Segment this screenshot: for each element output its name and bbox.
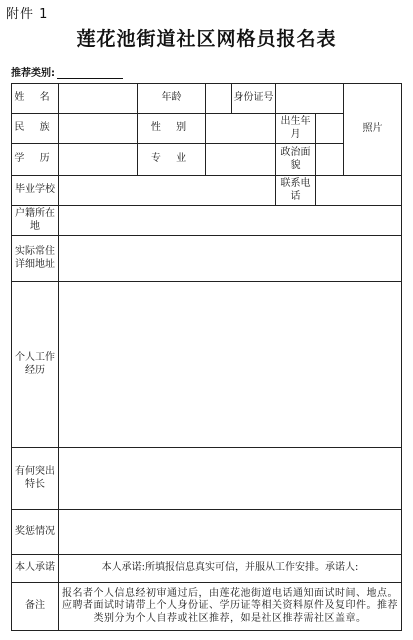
- gender-field[interactable]: [206, 114, 276, 144]
- gender-label: 性 别: [138, 114, 206, 144]
- school-field[interactable]: [59, 176, 276, 206]
- hukou-label: 户籍所在地: [12, 206, 59, 236]
- table-row: [12, 510, 402, 555]
- birth-field[interactable]: [316, 114, 344, 144]
- awards-label: 奖惩情况: [12, 510, 59, 555]
- id-label: 身份证号: [232, 84, 276, 114]
- name-field[interactable]: [59, 84, 138, 114]
- table-row: [12, 176, 402, 206]
- remark-label: 备注: [12, 583, 59, 631]
- table-row: [12, 206, 402, 236]
- experience-label: 个人工作经历: [12, 282, 59, 448]
- phone-field[interactable]: [316, 176, 402, 206]
- registration-form: [11, 83, 402, 631]
- recommend-category: [11, 64, 123, 79]
- table-row: [12, 236, 402, 282]
- age-label: 年龄: [138, 84, 206, 114]
- table-row: [12, 144, 402, 176]
- pledge-text: 本人承诺:所填报信息真实可信，并服从工作安排。承诺人:: [59, 555, 402, 583]
- photo-box[interactable]: 照片: [344, 84, 402, 176]
- phone-label: 联系电话: [276, 176, 316, 206]
- political-label: 政治面貌: [276, 144, 316, 176]
- page-title: 莲花池街道社区网格员报名表: [76, 28, 337, 50]
- age-field[interactable]: [206, 84, 232, 114]
- annex-label: 附件 1: [6, 7, 49, 22]
- address-field[interactable]: [59, 236, 402, 282]
- recommend-field[interactable]: [57, 68, 123, 79]
- address-label: 实际常住详细地址: [12, 236, 59, 282]
- school-label: 毕业学校: [12, 176, 59, 206]
- ethnicity-field[interactable]: [59, 114, 138, 144]
- table-row: [12, 583, 402, 631]
- major-field[interactable]: [206, 144, 276, 176]
- ethnicity-label: 民 族: [12, 114, 59, 144]
- education-label: 学 历: [12, 144, 59, 176]
- birth-label: 出生年月: [276, 114, 316, 144]
- table-row: [12, 114, 402, 144]
- pledge-label: 本人承诺: [12, 555, 59, 583]
- name-label: 姓 名: [12, 84, 59, 114]
- education-field[interactable]: [59, 144, 138, 176]
- table-row: [12, 84, 402, 114]
- experience-field[interactable]: [59, 282, 402, 448]
- skills-field[interactable]: [59, 448, 402, 510]
- table-row: [12, 282, 402, 448]
- table-row: [12, 555, 402, 583]
- recommend-label: 推荐类别:: [11, 68, 55, 79]
- skills-label: 有何突出特长: [12, 448, 59, 510]
- remark-text: 报名者个人信息经初审通过后，由莲花池街道电话通知面试时间、地点。应聘者面试时请带上个人身份证、学历证等相关资料原件及复印件。推荐类别分为个人自荐或社区推荐，如是社区推荐需社区盖章。: [59, 583, 402, 631]
- awards-field[interactable]: [59, 510, 402, 555]
- table-row: [12, 448, 402, 510]
- political-field[interactable]: [316, 144, 402, 176]
- hukou-field[interactable]: [59, 206, 402, 236]
- major-label: 专 业: [138, 144, 206, 176]
- id-field[interactable]: [276, 84, 344, 114]
